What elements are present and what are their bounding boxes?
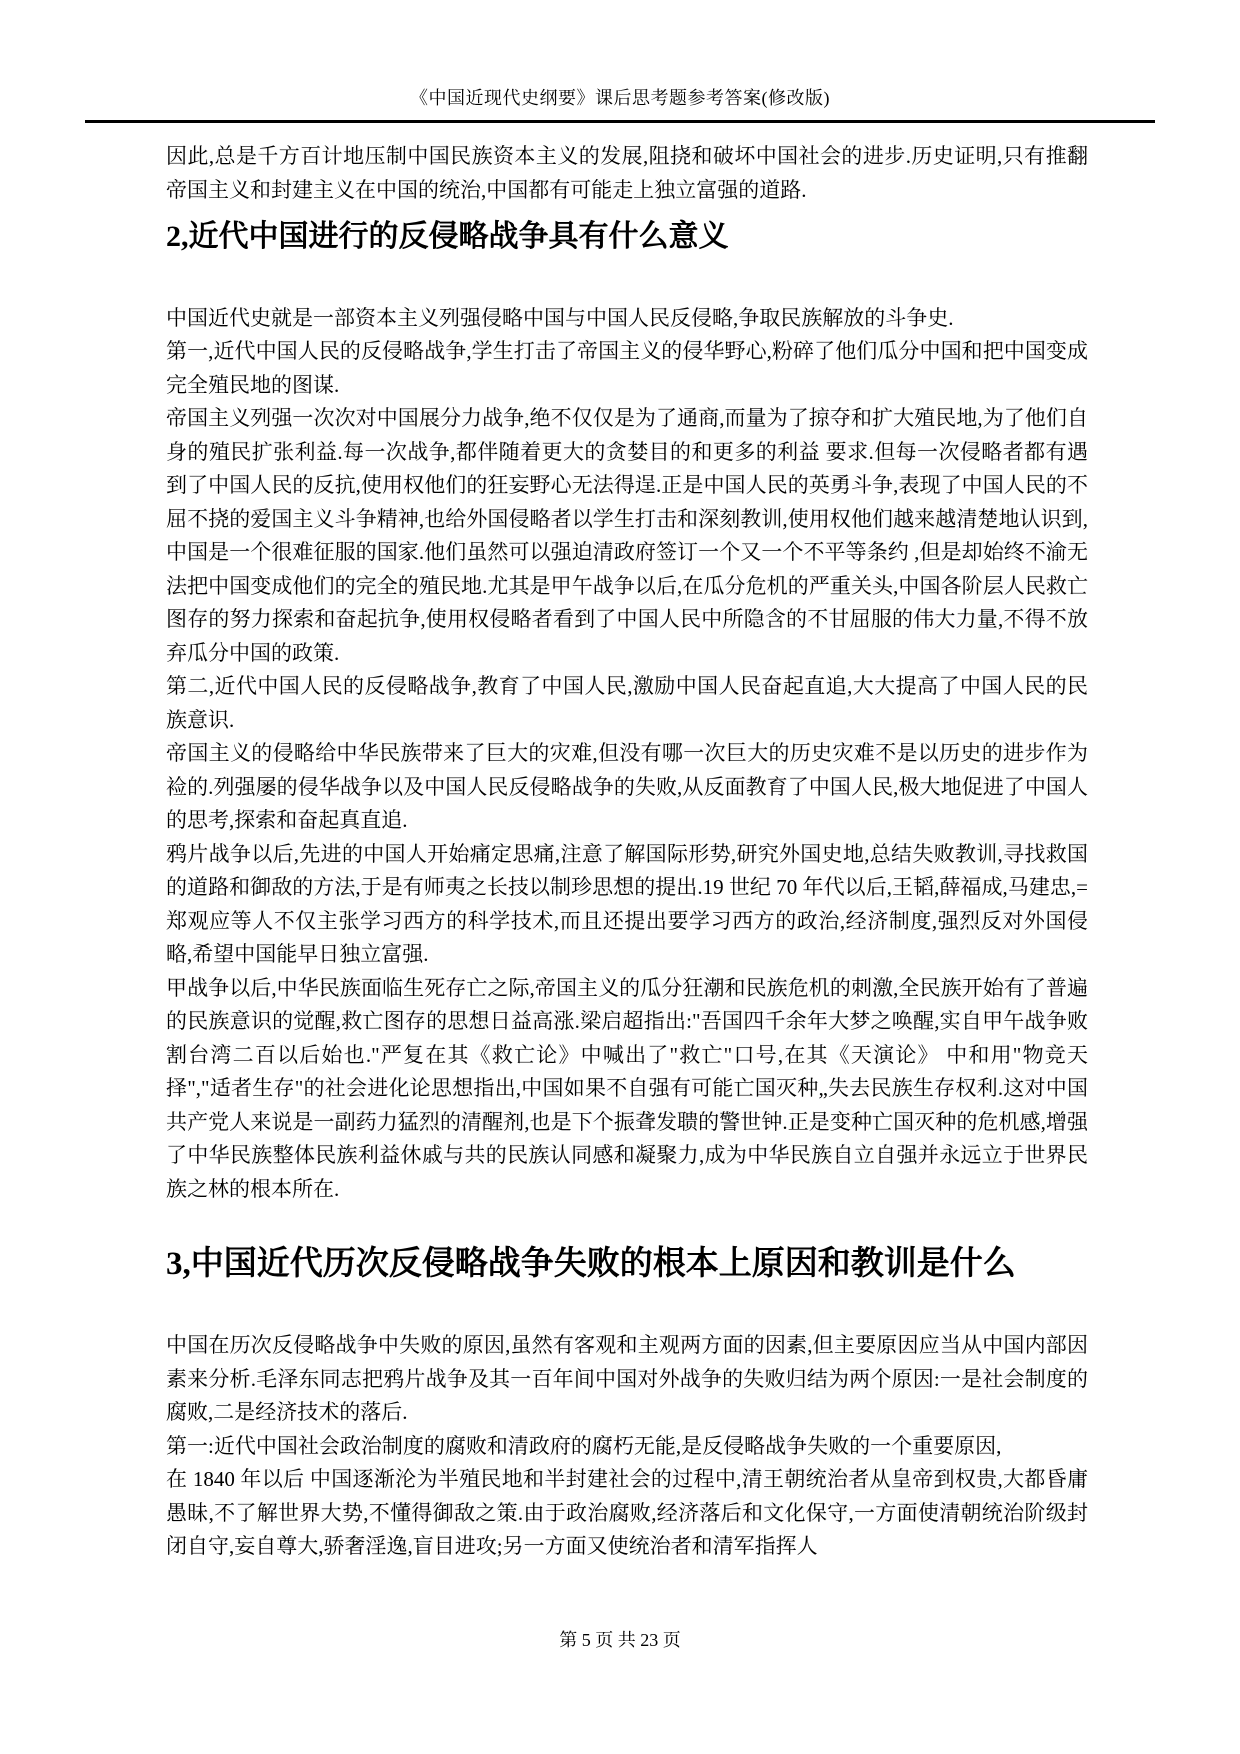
section-3-paragraph: 第一:近代中国社会政治制度的腐败和清政府的腐朽无能,是反侵略战争失败的一个重要原因, — [166, 1433, 1002, 1458]
section-3-paragraph: 在 1840 年以后 中国逐渐沦为半殖民地和半封建社会的过程中,清王朝统治者从皇帝到权贵,大都昏庸愚昧,不了解世界大势,不懂得御敌之策.由于政治腐败,经济落后和文化保守,一方面使清朝统治阶级封闭自守,妄自尊大,骄奢淫逸,盲目进攻;另一方面又使统治者和清军指挥人 — [166, 1467, 1088, 1559]
page-number-label: 第 5 页 共 23 页 — [559, 1630, 681, 1650]
section-2-paragraph: 第二,近代中国人民的反侵略战争,教育了中国人民,激励中国人民奋起直追,大大提高了中国人民的民族意识. — [166, 674, 1088, 732]
section-2-paragraph: 中国近代史就是一部资本主义列强侵略中国与中国人民反侵略,争取民族解放的斗争史. — [166, 305, 954, 330]
section-question-2 — [166, 218, 1088, 1206]
section-question-3 — [166, 1244, 1088, 1564]
section-3-heading: 3,中国近代历次反侵略战争失败的根本上原因和教训是什么 — [166, 1246, 1016, 1282]
section-2-paragraph: 鸦片战争以后,先进的中国人开始痛定思痛,注意了解国际形势,研究外国史地,总结失败教训,寻找救国的道路和御敌的方法,于是有师夷之长技以制珍思想的提出.19 世纪 70 年代以后,王韬,薛福成,马建忠,=郑观应等人不仅主张学习西方的科学技术,而且还提出要学习西方的政治,经济制度,强烈反对外国侵略,希望中国能早日独立富强. — [166, 841, 1088, 966]
section-2-paragraph: 帝国主义的侵略给中华民族带来了巨大的灾难,但没有哪一次巨大的历史灾难不是以历史的进步作为裣的.列强屡的侵华战争以及中国人民反侵略战争的失败,从反面教育了中国人民,极大地促进了中国人的思考,探索和奋起真直追. — [166, 741, 1088, 832]
header-divider-line — [85, 120, 1155, 123]
section-2-paragraph: 帝国主义列强一次次对中国展分力战争,绝不仅仅是为了通商,而量为了掠夺和扩大殖民地,为了他们自身的殖民扩张利益.每一次战争,都伴随着更大的贪婪目的和更多的利益 要求.但每一次侵略者都有遇到了中国人民的反抗,使用权他们的狂妄野心无法得逞.正是中国人民的英勇斗争,表现了中国人民的不屈不挠的爱国主义斗争精神,也给外国侵略者以学生打击和深刻教训,使用权他们越来越清楚地认识到,中国是一个很难征服的国家.他们虽然可以强迫清政府签订一个又一个不平等条约 ,但是却始终不渝无法把中国变成他们的完全的殖民地.尤其是甲午战争以后,在瓜分危机的严重关头,中国各阶层人民救亡图存的努力探索和奋起抗争,使用权侵略者看到了中国人民中所隐含的不甘屈服的伟大力量,不得不放弃瓜分中国的政策. — [166, 406, 1088, 665]
section-2-paragraph: 第一,近代中国人民的反侵略战争,学生打击了帝国主义的侵华野心,粉碎了他们瓜分中国和把中国变成完全殖民地的图谋. — [166, 339, 1088, 397]
section-2-heading: 2,近代中国进行的反侵略战争具有什么意义 — [166, 220, 729, 253]
page-header-title: 《中国近现代史纲要》课后思考题参考答案(修改版) — [410, 88, 830, 108]
intro-paragraph: 因此,总是千方百计地压制中国民族资本主义的发展,阻挠和破坏中国社会的进步.历史证明,只有推翻帝国主义和封建主义在中国的统治,中国都有可能走上独立富强的道路. — [166, 144, 1088, 202]
section-2-paragraph: 甲战争以后,中华民族面临生死存亡之际,帝国主义的瓜分狂潮和民族危机的刺激,全民族开始有了普遍的民族意识的觉醒,救亡图存的思想日益高涨.梁启超指出:"吾国四千余年大梦之唤醒,实自甲午战争败割台湾二百以后始也."严复在其《救亡论》中喊出了"救亡"口号,在其《天演论》 中和用"物竞天择","适者生存"的社会进化论思想指出,中国如果不自强有可能亡国灭种„失去民族生存权利.这对中国共产党人来说是一副药力猛烈的清醒剂,也是下个振聋发聩的警世钟.正是变种亡国灭种的危机感,增强了中华民族整体民族利益休戚与共的民族认同感和凝聚力,成为中华民族自立自强并永远立于世界民族之林的根本所在. — [166, 975, 1088, 1201]
intro-block — [166, 140, 1088, 207]
section-3-paragraph: 中国在历次反侵略战争中失败的原因,虽然有客观和主观两方面的因素,但主要原因应当从中国内部因素来分析.毛泽东同志把鸦片战争及其一百年间中国对外战争的失败归结为两个原因:一是社会制度的腐败,二是经济技术的落后. — [166, 1333, 1088, 1425]
